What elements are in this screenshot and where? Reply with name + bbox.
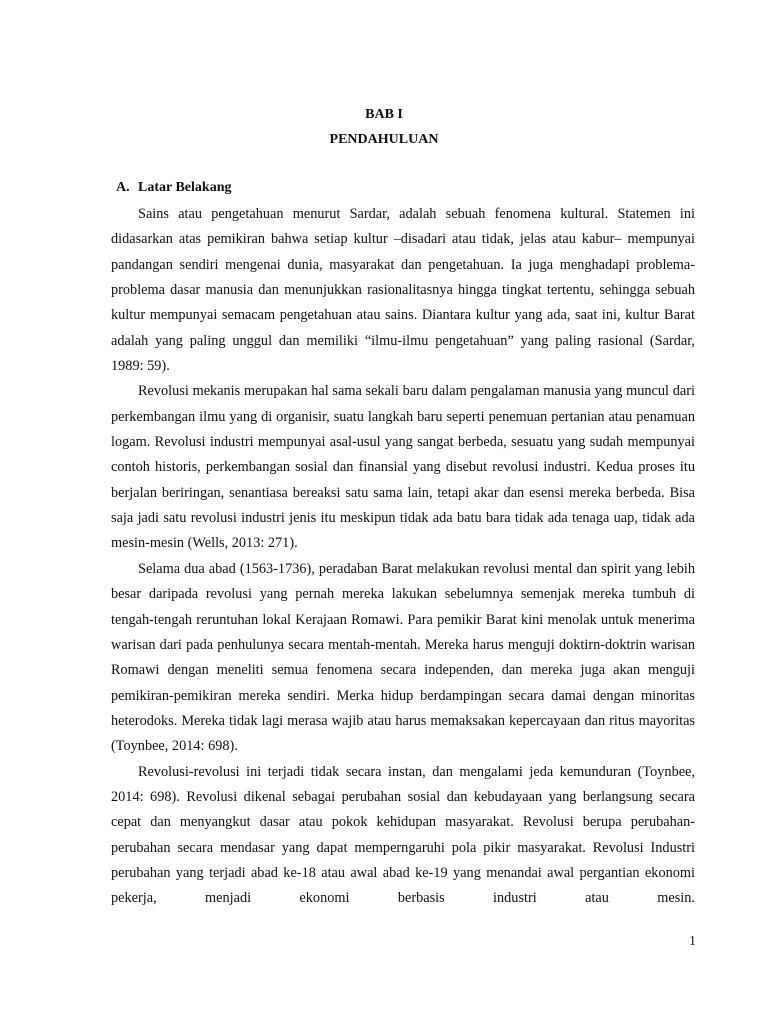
- paragraph: Sains atau pengetahuan menurut Sardar, adalah sebuah fenomena kultural. Statemen ini didasarkan atas pemikiran bahwa setiap kultur –disadari atau tidak, jelas atau kabur– mempunyai pandangan sendiri mengenai dunia, masyarakat dan pengetahuan. Ia juga menghadapi problema-problema dasar manusia dan menunjukkan rasionalitasnya hingga tingkat tertentu, sehingga sebuah kultur mempunyai semacam pengetahuan atau sains. Diantara kultur yang ada, saat ini, kultur Barat adalah yang paling unggul dan memiliki “ilmu-ilmu pengetahuan” yang paling rasional (Sardar, 1989: 59).: [111, 206, 695, 375]
- body-text: [111, 202, 695, 912]
- section-letter: A.: [116, 180, 130, 195]
- page-number: 1: [689, 934, 696, 949]
- section-title: Latar Belakang: [138, 180, 232, 195]
- paragraph: Revolusi-revolusi ini terjadi tidak secara instan, dan mengalami jeda kemunduran (Toynbee, 2014: 698). Revolusi dikenal sebagai perubahan sosial dan kebudayaan yang berlangsung secara cepat dan menyangkut dasar atau pokok kehidupan masyarakat. Revolusi berupa perubahan-perubahan secara mendasar yang dapat memperngaruhi pola pikir masyarakat. Revolusi Industri perubahan yang terjadi abad ke-18 atau awal abad ke-19 yang menandai awal pergantian ekonomi pekerja, menjadi ekonomi berbasis industri atau mesin.: [111, 763, 695, 907]
- chapter-label: BAB I: [365, 107, 403, 122]
- paragraph: Revolusi mekanis merupakan hal sama sekali baru dalam pengalaman manusia yang muncul dari perkembangan ilmu yang di organisir, suatu langkah baru seperti penemuan pertanian atau penamuan logam. Revolusi industri mempunyai asal-usul yang sangat berbeda, sesuatu yang sudah mempunyai contoh historis, perkembangan sosial dan finansial yang disebut revolusi industri. Kedua proses itu berjalan beriringan, senantiasa bereaksi satu sama lain, tetapi akar dan esensi mereka berbeda. Bisa saja jadi satu revolusi industri jenis itu meskipun tidak ada batu bara tidak ada tenaga uap, tidak ada mesin-mesin (Wells, 2013: 271).: [111, 383, 695, 552]
- section-heading: [116, 179, 231, 197]
- paragraph: Selama dua abad (1563-1736), peradaban Barat melakukan revolusi mental dan spirit yang lebih besar daripada revolusi yang pernah mereka lakukan sebelumnya semenjak mereka tumbuh di tengah-tengah reruntuhan lokal Kerajaan Romawi. Para pemikir Barat kini menolak untuk menerima warisan dari pada penhulunya secara mentah-mentah. Mereka harus menguji doktirn-doktrin warisan Romawi dengan meneliti semua fenomena secara independen, dan mereka juga akan menguji pemikiran-pemikiran mereka sendiri. Merka hidup berdampingan secara damai dengan minoritas heterodoks. Mereka tidak lagi merasa wajib atau harus memaksakan kepercayaan dan ritus mayoritas (Toynbee, 2014: 698).: [111, 560, 695, 755]
- chapter-title: PENDAHULUAN: [329, 132, 439, 147]
